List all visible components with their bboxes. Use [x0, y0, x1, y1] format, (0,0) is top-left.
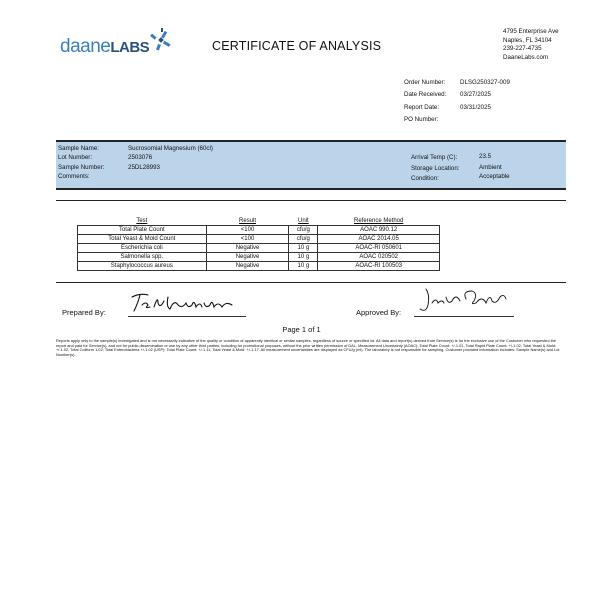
condition-value: Acceptable — [479, 173, 510, 180]
document-title: CERTIFICATE OF ANALYSIS — [212, 39, 382, 53]
storage-location-label: Storage Location: — [411, 165, 460, 172]
cell-unit: cfu/g — [289, 226, 318, 235]
arrival-temp-value: 23.5 — [479, 153, 492, 160]
condition-label: Condition: — [411, 175, 439, 182]
company-logo — [60, 28, 170, 60]
order-number-label: Order Number: — [404, 79, 446, 86]
company-phone: 239-227-4735 — [503, 45, 542, 53]
logo-part-daane: daane — [60, 36, 111, 57]
company-city: Naples, FL 34104 — [503, 36, 552, 44]
po-number-label: PO Number: — [404, 115, 439, 123]
lot-number-label: Lot Number: — [58, 154, 93, 161]
cell-method: AOAC-RI 100503 — [318, 262, 440, 271]
cell-test: Staphylococcus aureus — [78, 262, 207, 271]
sparkle-icon — [148, 28, 174, 54]
cell-test: Total Plate Count — [78, 226, 207, 235]
approved-by-label: Approved By: — [356, 308, 402, 317]
sample-info-band — [56, 140, 566, 190]
sample-name-label: Sample Name: — [58, 145, 99, 152]
divider-bottom — [56, 282, 566, 283]
disclaimer-text: Reports apply only to the sample(s) investigated and is not necessarily indicative of the quality or condition of apparently identical or similar samples, regardless of source or specified lot. All data and report(s) derived from Service(s) is for the exclusive use of the Customer who requested the report and paid for Service(s), and not for public dissemination or use by any other third parties, including for promotional purposes, without the prior written permission of DAL. Measurement Uncertainty (AOAC): Total Plate Count: +/-1.01, Total Rapid Plate Count: +/-1.02, Total Yeast & Mold: +/-1.02, Total Coliform 1.02, Total Enterobacteria +/-1.02 (USP): Total Plate Count: +/-1.11, Total Yeast & Mold: +/-1.17. All measurement uncertainties are displayed as CFU/g (ml). The laboratory is not responsible for sampling. Customer provided information includes: Sample Name(s) and Lot Number(s). — [56, 338, 560, 357]
header-unit: Unit — [298, 217, 309, 224]
cell-method: AOAC 990.12 — [318, 226, 440, 235]
results-table — [77, 216, 440, 271]
divider-top — [56, 200, 566, 201]
report-date-label: Report Date: — [404, 103, 440, 111]
lot-number-value: 2503076 — [128, 154, 153, 161]
comments-label: Comments: — [58, 173, 90, 180]
logo-part-labs: LABS — [110, 39, 150, 56]
prepared-by-label: Prepared By: — [62, 308, 106, 317]
sample-name-value: Sucrosomial Magnesium (60cl) — [128, 145, 213, 152]
date-received-value: 03/27/2025 — [460, 91, 491, 99]
header-result: Result — [239, 217, 257, 224]
prepared-by-line — [128, 316, 246, 317]
company-street: 4795 Enterprise Ave — [503, 28, 559, 35]
header-method: Reference Method — [353, 217, 404, 224]
cell-result: Negative — [206, 253, 289, 262]
table-row — [78, 253, 440, 262]
cell-test: Salmonella spp. — [78, 253, 207, 262]
report-date-value: 03/31/2025 — [460, 103, 491, 111]
table-row — [78, 262, 440, 271]
date-received-label: Date Received: — [404, 91, 447, 99]
cell-method: AOAC 020502 — [318, 253, 440, 262]
prepared-by-signature — [128, 291, 240, 317]
table-row — [78, 235, 440, 244]
cell-unit: 10 g — [289, 262, 318, 271]
storage-location-value: Ambient — [479, 164, 502, 171]
page-number: Page 1 of 1 — [282, 325, 321, 334]
cell-method: AOAC 2014.05 — [318, 235, 440, 244]
cell-unit: 10 g — [289, 253, 318, 262]
cell-result: <100 — [206, 235, 289, 244]
table-row — [78, 244, 440, 253]
sample-number-value: 25DL28993 — [128, 164, 160, 171]
cell-test: Escherichia coli — [78, 244, 207, 253]
cell-unit: cfu/g — [289, 235, 318, 244]
table-row — [78, 226, 440, 235]
sample-number-label: Sample Number: — [58, 164, 105, 171]
company-website: DaaneLabs.com — [503, 53, 549, 61]
cell-method: AOAC-RI 050601 — [318, 244, 440, 253]
logo-wordmark — [60, 36, 149, 58]
approved-by-signature — [416, 285, 516, 315]
approved-by-line — [414, 316, 514, 317]
company-address — [503, 28, 559, 62]
results-header-row — [78, 216, 440, 226]
cell-result: <100 — [206, 226, 289, 235]
header-test: Test — [136, 217, 148, 224]
cell-result: Negative — [206, 262, 289, 271]
cell-unit: 10 g — [289, 244, 318, 253]
cell-test: Total Yeast & Mold Count — [78, 235, 207, 244]
arrival-temp-label: Arrival Temp (C): — [411, 154, 458, 161]
cell-result: Negative — [206, 244, 289, 253]
order-number-value: DLSG250327-009 — [460, 79, 510, 86]
